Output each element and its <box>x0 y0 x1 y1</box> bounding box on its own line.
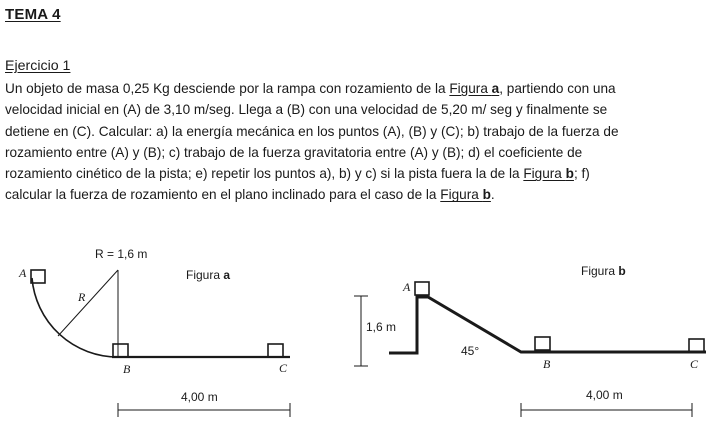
figure-b-block-a <box>415 282 429 295</box>
figure-reference: Figura <box>440 187 483 203</box>
statement-line: Un objeto de masa 0,25 Kg desciende por la rampa con rozamiento de la Figura a, partiendo con una <box>5 81 616 96</box>
statement-line: rozamiento cinético de la pista; e) repetir los puntos a), b) y c) si la pista fuera la de la Figura b; f) <box>5 166 590 182</box>
figure-a-radius-symbol: R <box>78 290 86 304</box>
figure-b <box>354 264 706 417</box>
figure-a-point-c: C <box>279 361 288 375</box>
statement-line: calcular la fuerza de rozamiento en el plano inclinado para el caso de la Figura b. <box>5 187 495 203</box>
figure-a-distance-label: 4,00 m <box>181 390 218 404</box>
figure-b-angle-label: 45° <box>461 344 480 358</box>
figure-b-block-c <box>689 339 704 352</box>
figure-a-caption: Figura a <box>186 268 231 282</box>
statement-line: detiene en (C). Calcular: a) la energía mecánica en los puntos (A), (B) y (C); b) trabajo de la fuerza de <box>5 123 619 139</box>
figure-a-point-b: B <box>123 362 131 376</box>
page-title: TEMA 4 <box>5 6 61 23</box>
figure-b-point-a: A <box>403 280 411 294</box>
exercise-title: Ejercicio 1 <box>5 58 71 74</box>
figure-b-block-b <box>535 337 550 350</box>
figure-reference: Figura <box>523 166 566 182</box>
figure-reference-letter: a <box>491 81 500 96</box>
statement-line: rozamiento entre (A) y (B); c) trabajo de la fuerza gravitatoria entre (A) y (B); d) el coeficiente de <box>5 144 583 160</box>
figure-b-distance-label: 4,00 m <box>586 388 623 402</box>
figure-a-block-c <box>268 344 283 357</box>
figure-b-track <box>389 297 706 353</box>
figure-b-height-label: 1,6 m <box>366 320 397 334</box>
figure-reference: Figura <box>449 81 492 96</box>
figure-a-radius-label: R = 1,6 m <box>95 247 148 261</box>
figure-a-radius-line <box>58 270 118 336</box>
figure-a-point-a: A <box>19 266 27 280</box>
figure-b-point-b: B <box>543 357 551 371</box>
figure-b-point-c: C <box>690 357 699 371</box>
statement-line: velocidad inicial en (A) de 3,10 m/seg. Llega a (B) con una velocidad de 5,20 m/ seg y finalmente se <box>5 102 608 118</box>
figure-a-block-b <box>113 344 128 357</box>
figure-reference-letter: b <box>565 166 574 182</box>
figure-a <box>18 247 290 417</box>
figure-reference-letter: b <box>482 187 491 203</box>
figure-b-caption: Figura b <box>581 264 626 278</box>
